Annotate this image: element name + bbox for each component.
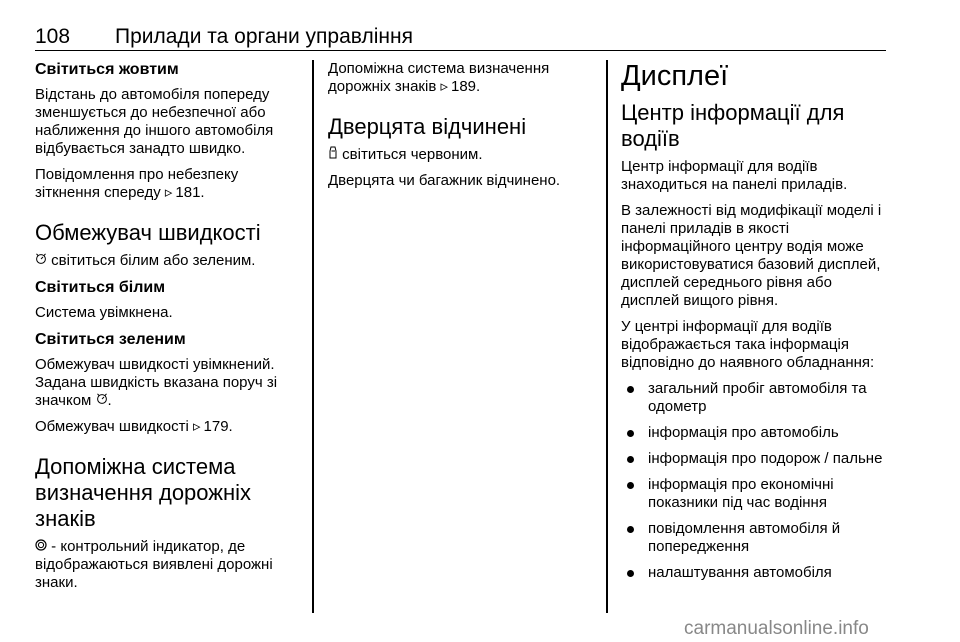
heading-speed-limiter: Обмежувач швидкості bbox=[35, 220, 261, 245]
paragraph-text: Повідомлення про небезпеку зіткнення спереду bbox=[35, 166, 239, 201]
heading-displays: Дисплеї bbox=[621, 60, 729, 92]
page-header bbox=[35, 20, 886, 51]
speed-limiter-icon bbox=[35, 252, 47, 270]
paragraph-text: - контрольний індикатор, де відображаються виявлені дорожні знаки. bbox=[35, 538, 273, 591]
paragraph-text: . bbox=[107, 392, 112, 409]
paragraph-text: світиться білим або зеленим. bbox=[51, 252, 256, 269]
page-reference: ▹ 189. bbox=[440, 78, 480, 95]
column-divider bbox=[312, 60, 314, 613]
list-item: налаштування автомобіля bbox=[621, 564, 889, 582]
paragraph: Центр інформації для водіїв знаходиться на панелі приладів. bbox=[621, 158, 848, 193]
paragraph bbox=[35, 538, 297, 592]
page-reference: ▹ 181. bbox=[165, 184, 205, 201]
list-item: повідомлення автомобіля й попередження bbox=[621, 520, 889, 556]
page-reference: ▹ 179. bbox=[193, 418, 233, 435]
paragraph-text: Обмежувач швидкості увімкнений. Задана швидкість вказана поруч зі значком bbox=[35, 356, 278, 409]
heading-traffic-signs: Допоміжна система визначення дорожніх знаків bbox=[35, 454, 252, 531]
column-middle bbox=[328, 60, 590, 198]
paragraph: В залежності від модифікації моделі і панелі приладів в якості інформаційного центру водія може використовуватися базовий дисплей, дисплей середнього рівня або дисплей вищого рівня. bbox=[621, 202, 882, 309]
list-item: інформація про економічні показники під час водіння bbox=[621, 476, 889, 512]
heading-white: Світиться білим bbox=[35, 279, 166, 296]
list-item: загальний пробіг автомобіля та одометр bbox=[621, 380, 889, 416]
column-right bbox=[621, 60, 889, 590]
watermark: carmanualsonline.info bbox=[684, 618, 869, 639]
speed-limiter-icon bbox=[96, 392, 108, 410]
column-left bbox=[35, 60, 297, 600]
heading-driver-info-center: Центр інформації для водіїв bbox=[621, 100, 845, 151]
paragraph bbox=[35, 418, 297, 436]
paragraph: Відстань до автомобіля попереду зменшується до небезпечної або наближення до іншого автомобіля відбувається занадто швидко. bbox=[35, 86, 274, 157]
paragraph: Дверцята чи багажник відчинено. bbox=[328, 172, 561, 189]
info-list bbox=[621, 380, 889, 582]
door-open-icon bbox=[328, 146, 338, 164]
paragraph-text: Допоміжна система визначення дорожніх знаків bbox=[328, 60, 550, 95]
paragraph-text: світиться червоним. bbox=[342, 146, 483, 163]
paragraph-text: Обмежувач швидкості bbox=[35, 418, 189, 435]
heading-yellow: Світиться жовтим bbox=[35, 61, 179, 78]
paragraph bbox=[35, 356, 297, 410]
heading-green: Світиться зеленим bbox=[35, 331, 186, 348]
paragraph bbox=[35, 252, 297, 270]
heading-doors-open: Дверцята відчинені bbox=[328, 114, 527, 139]
column-divider bbox=[606, 60, 608, 613]
paragraph bbox=[328, 60, 590, 96]
page-number: 108 bbox=[35, 25, 71, 48]
paragraph bbox=[328, 146, 590, 164]
page-title: Прилади та органи управління bbox=[115, 25, 413, 48]
paragraph bbox=[35, 166, 297, 202]
paragraph: Система увімкнена. bbox=[35, 304, 173, 321]
list-item: інформація про автомобіль bbox=[621, 424, 889, 442]
list-item: інформація про подорож / пальне bbox=[621, 450, 889, 468]
paragraph: У центрі інформації для водіїв відображається така інформація відповідно до наявного обладнання: bbox=[621, 318, 875, 371]
traffic-sign-icon bbox=[35, 538, 47, 556]
